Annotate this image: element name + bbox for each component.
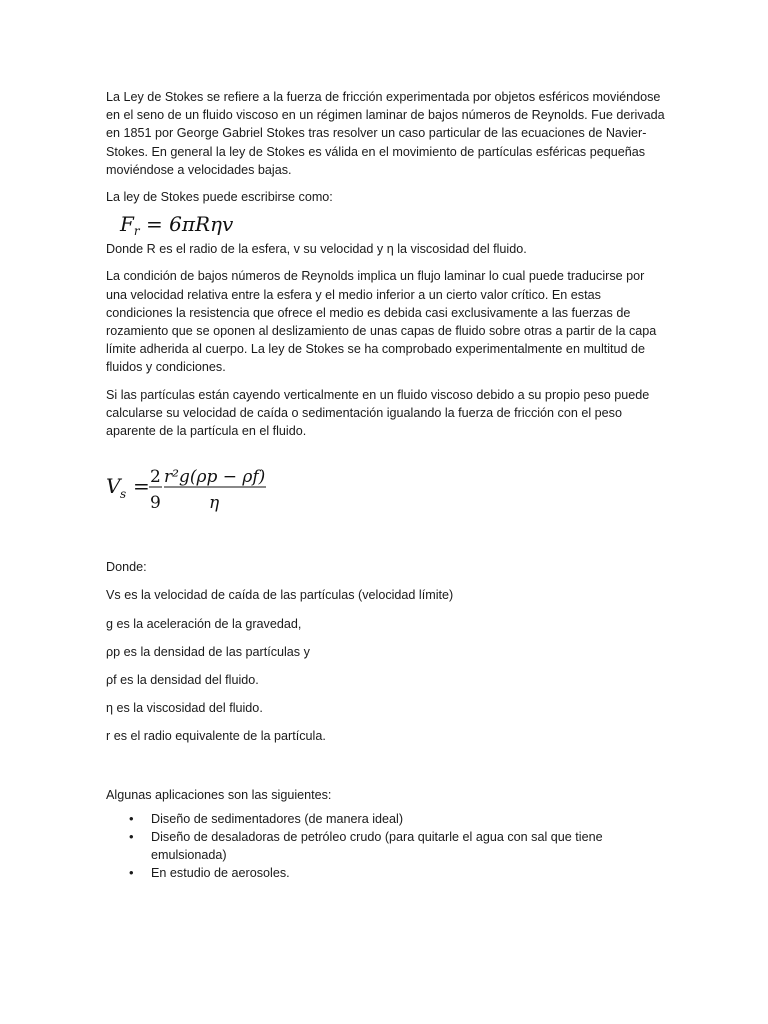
definition-item: r es el radio equivalente de la partícula. bbox=[106, 729, 326, 744]
definitions-list bbox=[106, 586, 666, 745]
formula-intro-text: La ley de Stokes puede escribirse como: bbox=[106, 190, 333, 205]
application-item-text: Diseño de sedimentadores (de manera ideal) bbox=[151, 811, 404, 826]
application-item-text: En estudio de aerosoles. bbox=[151, 866, 290, 881]
vs-numerator: r²g(ρp − ρf) bbox=[164, 467, 266, 488]
vs-lhs-sub: s bbox=[120, 487, 127, 502]
stokes-formula-rhs: = 6πRηv bbox=[146, 212, 234, 237]
bullet-icon: • bbox=[129, 865, 134, 881]
application-item bbox=[106, 828, 666, 864]
definition-item: η es la viscosidad del fluido. bbox=[106, 701, 263, 716]
bullet-icon: • bbox=[129, 829, 134, 845]
application-item-text: Diseño de desaladoras de petróleo crudo (para quitarle el agua con sal que tiene emulsionada) bbox=[151, 830, 603, 863]
definition-item: ρf es la densidad del fluido. bbox=[106, 673, 259, 688]
document-page bbox=[106, 88, 666, 883]
bullet-icon: • bbox=[129, 810, 134, 826]
stokes-formula-lhs: F bbox=[120, 212, 134, 237]
vs-equals: = bbox=[133, 474, 150, 499]
reynolds-paragraph: La condición de bajos números de Reynolds implica un flujo laminar lo cual puede traducirse por una velocidad relativa entre la esfera y el medio inferior a un cierto valor crítico. En estas condiciones la resistencia que ofrece el medio es debida casi exclusivamente a las fuerzas de rozamiento que se oponen al deslizamiento de unas capas de fluido sobre otras a partir de la capa límite adherida al cuerpo. La ley de Stokes se ha comprobado experimentalmente en multitud de fluidos y condiciones. bbox=[106, 269, 657, 375]
application-item bbox=[106, 810, 666, 828]
vs-denominator: η bbox=[209, 493, 220, 514]
definition-item: ρp es la densidad de las partículas y bbox=[106, 644, 310, 659]
donde-label: Donde: bbox=[106, 560, 147, 575]
settling-velocity-formula bbox=[106, 464, 666, 514]
definition-item: g es la aceleración de la gravedad, bbox=[106, 616, 302, 631]
vs-lhs: V bbox=[106, 474, 121, 499]
vs-coef-den: 9 bbox=[150, 493, 161, 514]
settling-velocity-formula-svg bbox=[106, 464, 306, 520]
vs-coef-num: 2 bbox=[150, 467, 161, 488]
application-item bbox=[106, 864, 666, 882]
formula-explanation: Donde R es el radio de la esfera, v su velocidad y η la viscosidad del fluido. bbox=[106, 242, 527, 257]
sedimentation-paragraph: Si las partículas están cayendo verticalmente en un fluido viscoso debido a su propio peso puede calcularse su velocidad de caída o sedimentación igualando la fuerza de fricción con el peso aparente de la partícula en el fluido. bbox=[106, 387, 650, 439]
definition-item: Vs es la velocidad de caída de las partículas (velocidad límite) bbox=[106, 588, 454, 603]
applications-title: Algunas aplicaciones son las siguientes: bbox=[106, 787, 332, 802]
stokes-formula-lhs-sub: r bbox=[133, 224, 140, 239]
applications-list bbox=[106, 810, 666, 883]
stokes-formula bbox=[120, 210, 666, 238]
intro-paragraph: La Ley de Stokes se refiere a la fuerza de fricción experimentada por objetos esféricos moviéndose en el seno de un fluido viscoso en un régimen laminar de bajos números de Reynolds. Fue derivada en 1851 por George Gabriel Stokes tras resolver un caso particular de las ecuaciones de Navier-Stokes. En general la ley de Stokes es válida en el movimiento de partículas esféricas pequeñas moviéndose a velocidades bajas. bbox=[106, 90, 665, 177]
